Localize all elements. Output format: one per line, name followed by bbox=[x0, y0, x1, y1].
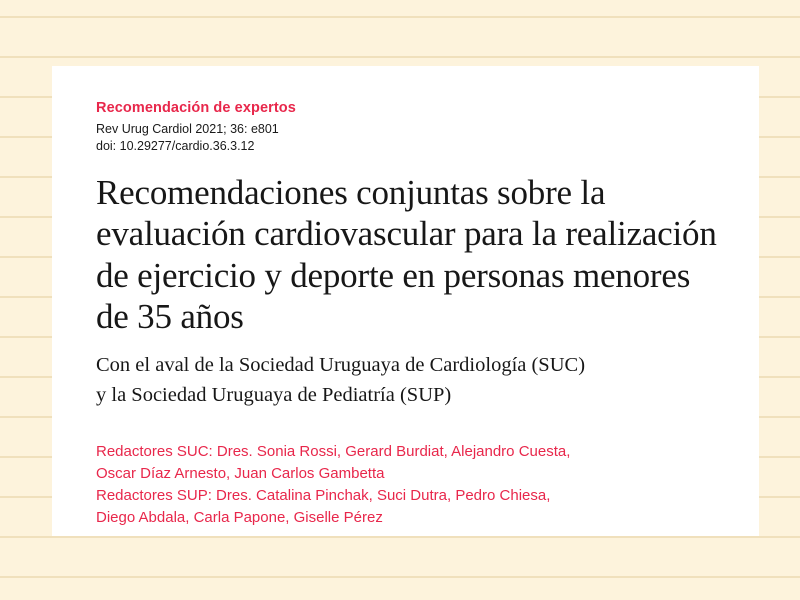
editor-line: Redactores SUP: Dres. Catalina Pinchak, Suci Dutra, Pedro Chiesa, bbox=[96, 486, 551, 504]
background-rule bbox=[0, 536, 800, 538]
doi-line: doi: 10.29277/cardio.36.3.12 bbox=[96, 139, 255, 154]
background-rule bbox=[0, 16, 800, 18]
editors-block bbox=[96, 441, 719, 529]
journal-citation: Rev Urug Cardiol 2021; 36: e801 bbox=[96, 122, 279, 137]
article-subtitle-line-2: y la Sociedad Uruguaya de Pediatría (SUP) bbox=[96, 384, 452, 407]
editor-line: Oscar Díaz Arnesto, Juan Carlos Gambetta bbox=[96, 464, 385, 482]
article-content bbox=[96, 100, 719, 529]
article-sheet bbox=[52, 66, 759, 536]
editor-line: Diego Abdala, Carla Papone, Giselle Pérez bbox=[96, 508, 383, 526]
background-rule bbox=[0, 576, 800, 578]
article-kicker: Recomendación de expertos bbox=[96, 100, 296, 116]
article-subtitle-line-1: Con el aval de la Sociedad Uruguaya de Cardiología (SUC) bbox=[96, 354, 586, 377]
article-title: Recomendaciones conjuntas sobre la evaluación cardiovascular para la realización de ejercicio y deporte en personas menores de 35 años bbox=[96, 173, 717, 337]
editor-line: Redactores SUC: Dres. Sonia Rossi, Gerard Burdiat, Alejandro Cuesta, bbox=[96, 442, 571, 460]
background-rule bbox=[0, 56, 800, 58]
